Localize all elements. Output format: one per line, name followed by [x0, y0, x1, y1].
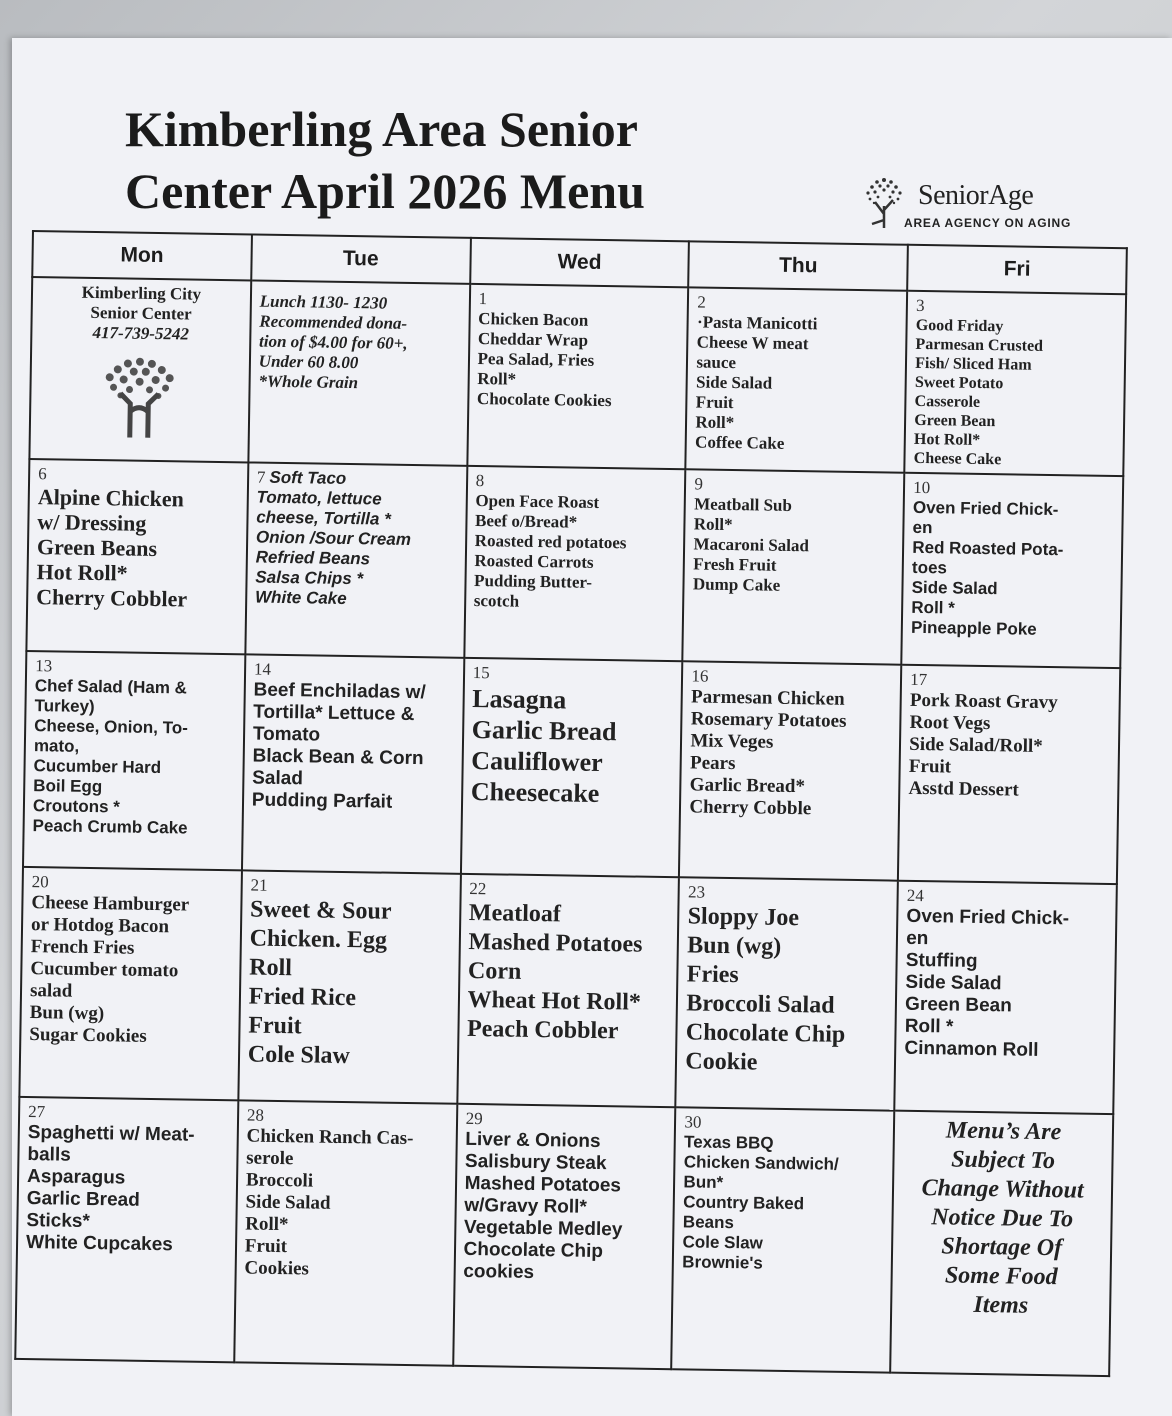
menu-item: Side Salad/Roll*: [909, 733, 1043, 757]
menu-item: Turkey): [34, 696, 95, 717]
day-number: 17: [910, 669, 928, 690]
menu-item: Fish/ Sliced Ham: [915, 354, 1032, 374]
menu-item: Open Face Roast: [475, 490, 600, 512]
menu-item: Tomato, lettuce: [256, 487, 382, 509]
notice-line: Shortage Of: [941, 1233, 1063, 1262]
menu-item: Wheat Hot Roll*: [467, 986, 642, 1016]
day-cell: [904, 291, 1126, 476]
day-cell: [683, 469, 905, 664]
menu-item: Side Salad: [911, 577, 998, 599]
menu-item: Roasted Carrots: [474, 550, 594, 572]
menu-item: Roll*: [693, 514, 733, 535]
tree-icon: [860, 170, 908, 230]
day-cell: [901, 473, 1123, 668]
center-info: [40, 282, 242, 345]
menu-items: [914, 316, 1117, 471]
menu-item: Refried Beans: [255, 547, 371, 569]
menu-item: Asstd Dessert: [908, 777, 1019, 801]
menu-item: Salisbury Steak: [464, 1150, 607, 1175]
menu-item: Texas BBQ: [683, 1132, 774, 1153]
day-cell: [461, 658, 683, 877]
menu-item: Sweet & Sour: [249, 896, 392, 925]
menu-item: Pears: [689, 752, 736, 775]
menu-item: Roll*: [695, 412, 735, 433]
menu-item: Side Salad: [245, 1191, 331, 1214]
menu-item: Chocolate Chip: [685, 1019, 846, 1048]
donation-line: Lunch 1130- 1230: [259, 291, 388, 313]
menu-item: Asparagus: [26, 1166, 126, 1189]
menu-item: Mashed Potatoes: [464, 1172, 622, 1197]
donation-line: Recommended dona-: [259, 311, 408, 333]
day-header: Wed: [470, 238, 689, 287]
menu-item: Roll *: [911, 597, 955, 618]
notice-line: Items: [973, 1291, 1029, 1319]
menu-item: Red Roasted Pota-: [912, 537, 1064, 560]
center-name-line: Kimberling City: [81, 282, 202, 304]
menu-item: Bun*: [683, 1172, 724, 1192]
week-row: [23, 651, 1120, 884]
menu-item: Cole Slaw: [247, 1041, 351, 1070]
menu-item: Soft Taco: [269, 467, 347, 488]
notice-line: Change Without: [921, 1175, 1084, 1204]
menu-item: Cinnamon Roll: [904, 1037, 1039, 1061]
menu-items: [908, 690, 1111, 803]
day-cell: [894, 881, 1116, 1114]
menu-item: Fries: [686, 961, 739, 989]
menu-item: Mashed Potatoes: [468, 928, 643, 958]
day-number: 28: [246, 1105, 265, 1125]
menu-item: serole: [246, 1147, 294, 1170]
day-header: Fri: [907, 245, 1127, 294]
day-header: Tue: [251, 234, 470, 283]
menu-items: [474, 491, 677, 614]
menu-item: en: [912, 517, 933, 538]
menu-items: [682, 1132, 885, 1275]
tree-icon: [94, 353, 185, 438]
notice-cell: [890, 1111, 1113, 1376]
menu-item: Green Bean: [904, 993, 1012, 1017]
day-cell: [457, 874, 679, 1107]
day-number: 10: [913, 477, 931, 498]
menu-item: Cucumber Hard: [33, 756, 162, 778]
menu-items: [693, 494, 895, 597]
day-number: 6: [38, 464, 47, 484]
day-cell: [242, 654, 464, 873]
menu-item: Cauliflower: [471, 745, 603, 778]
menu-item: Chocolate Chip: [463, 1238, 604, 1263]
menu-item: Pea Salad, Fries: [477, 349, 595, 370]
day-cell: [238, 870, 460, 1103]
menu-item: Cheese Hamburger: [31, 892, 190, 916]
center-phone: 417-739-5242: [92, 322, 190, 344]
day-number: 14: [253, 659, 272, 679]
day-cell: [676, 877, 898, 1110]
day-cell: [679, 661, 901, 880]
donation-info-cell: [248, 280, 470, 465]
menu-item: Cheddar Wrap: [477, 329, 589, 350]
day-cell: [672, 1107, 895, 1372]
menu-item: Broccoli: [245, 1169, 314, 1192]
menu-item: Pork Roast Gravy: [909, 689, 1058, 714]
menu-item: Macaroni Salad: [693, 534, 810, 556]
day-number: 2: [697, 292, 706, 312]
menu-item: Vegetable Medley: [463, 1216, 623, 1241]
menu-item: Salad: [252, 767, 304, 790]
menu-item: Cucumber tomato: [30, 958, 179, 982]
day-cell: [15, 1097, 238, 1362]
menu-item: Beef Enchiladas w/: [253, 679, 426, 704]
donation-line: Under 60 8.00: [258, 351, 359, 373]
day-header: Thu: [689, 241, 908, 290]
menu-item: Parmesan Crusted: [915, 335, 1044, 355]
menu-item: Pudding Butter-: [473, 570, 593, 592]
menu-item: Meatball Sub: [694, 494, 793, 515]
center-info-cell: [29, 277, 251, 462]
menu-items: [255, 488, 458, 611]
title-line-2: Center April 2026 Menu: [125, 163, 645, 219]
senior-age-logo: [860, 170, 1090, 240]
title-line-1: Kimberling Area Senior: [125, 101, 638, 157]
menu-item: Peach Crumb Cake: [32, 816, 188, 838]
menu-item: Chef Salad (Ham &: [34, 676, 188, 698]
menu-item: salad: [29, 980, 73, 1002]
menu-item: Oven Fried Chick-: [912, 497, 1059, 520]
menu-item: toes: [911, 557, 948, 578]
menu-item: Stuffing: [905, 949, 978, 972]
day-number: 13: [35, 656, 53, 676]
menu-item: Spaghetti w/ Meat-: [27, 1122, 195, 1146]
menu-item: mato,: [33, 736, 80, 756]
menu-item: Fried Rice: [248, 983, 357, 1012]
menu-items: [36, 484, 239, 612]
menu-item: balls: [27, 1144, 71, 1166]
menu-item: Country Baked: [683, 1192, 805, 1214]
week-row: [26, 459, 1123, 668]
menu-item: Sticks*: [26, 1210, 90, 1233]
menu-item: Beef o/Bread*: [474, 510, 578, 532]
menu-item: Chicken. Egg: [249, 925, 388, 954]
menu-item: Bun (wg): [687, 932, 782, 960]
menu-item: Green Beans: [36, 534, 158, 562]
notice-line: Some Food: [944, 1262, 1058, 1291]
menu-item: Black Bean & Corn: [252, 745, 424, 770]
menu-item: Fruit: [244, 1235, 288, 1258]
notice-line: Notice Due To: [931, 1204, 1074, 1233]
menu-item: w/ Dressing: [37, 509, 147, 536]
menu-items: [26, 1122, 229, 1257]
menu-item: Pudding Parfait: [251, 789, 393, 813]
logo-brand: SeniorAge: [918, 180, 1034, 211]
day-number: 20: [31, 872, 49, 892]
menu-items: [248, 896, 452, 1073]
menu-item: Beans: [682, 1212, 735, 1233]
day-number: 30: [684, 1112, 702, 1132]
donation-info: [258, 292, 460, 395]
menu-item: Lasagna: [472, 683, 567, 715]
day-number: 8: [475, 471, 485, 491]
donation-line: *Whole Grain: [258, 371, 359, 393]
menu-item: Green Bean: [914, 411, 996, 431]
menu-item: Sloppy Joe: [687, 903, 800, 932]
menu-item: Tortilla* Lettuce &: [253, 701, 415, 726]
day-cell: [686, 287, 908, 472]
menu-items: [685, 902, 889, 1079]
menu-item: Boil Egg: [33, 776, 103, 797]
menu-item: Croutons *: [32, 796, 120, 817]
week-row: [19, 867, 1116, 1114]
menu-item: Fruit: [695, 392, 734, 413]
day-header: Mon: [32, 231, 251, 280]
menu-items: [244, 1125, 447, 1282]
day-cell: [245, 462, 467, 657]
center-name-line: Senior Center: [90, 302, 192, 324]
menu-item: White Cake: [254, 587, 347, 608]
menu-item: Mix Veges: [690, 730, 774, 753]
day-cell: [19, 867, 241, 1100]
menu-item: Roll *: [904, 1015, 954, 1038]
menu-item: Cheese W meat: [696, 332, 809, 354]
day-number: 29: [465, 1108, 483, 1129]
menu-item: Casserole: [914, 392, 981, 411]
day-number: 9: [694, 474, 704, 494]
menu-item: sauce: [696, 352, 737, 373]
menu-items: [911, 498, 1114, 641]
menu-item: Fresh Fruit: [693, 554, 777, 575]
day-cell: [467, 284, 689, 469]
menu-item: Chicken Bacon: [478, 309, 589, 330]
notice-line: Menu’s Are: [945, 1117, 1062, 1146]
day-number: 3: [915, 295, 925, 316]
menu-item: Hot Roll*: [913, 430, 981, 449]
menu-item: Cheese Cake: [913, 449, 1002, 469]
day-cell: [898, 665, 1120, 884]
week-row: [15, 1097, 1113, 1376]
day-number: 7: [256, 467, 266, 487]
menu-item: scotch: [473, 590, 520, 611]
menu-item: or Hotdog Bacon: [30, 914, 170, 938]
menu-item: Peach Cobbler: [466, 1015, 619, 1045]
menu-item: Sugar Cookies: [29, 1024, 147, 1047]
menu-item: cookies: [463, 1260, 535, 1284]
menu-item: White Cupcakes: [25, 1232, 174, 1256]
menu-items: [477, 309, 679, 412]
day-number: 22: [469, 878, 487, 899]
menu-item: Chicken Ranch Cas-: [246, 1125, 414, 1150]
menu-item: Roll*: [477, 369, 517, 389]
menu-items: [29, 892, 232, 1049]
menu-items: [467, 899, 670, 1047]
menu-item: Cookie: [685, 1048, 758, 1076]
menu-item: Chicken Sandwich/: [683, 1152, 839, 1174]
menu-item: Cherry Cobbler: [36, 584, 188, 612]
menu-item: Garlic Bread: [26, 1188, 140, 1211]
menu-item: Oven Fried Chick-: [906, 905, 1070, 930]
menu-item: Salsa Chips *: [255, 567, 364, 589]
menu-item: cheese, Tortilla *: [256, 507, 391, 529]
menu-calendar: [14, 230, 1128, 1377]
menu-item: Parmesan Chicken: [690, 686, 845, 710]
menu-item: Dump Cake: [692, 574, 781, 595]
menu-item: Cookies: [244, 1257, 310, 1280]
menu-item: Liver & Onions: [465, 1128, 601, 1153]
donation-line: tion of $4.00 for 60+,: [258, 331, 408, 353]
menu-item: Sweet Potato: [914, 373, 1004, 393]
day-number: 27: [28, 1102, 46, 1122]
menu-item: en: [906, 927, 929, 950]
menu-item: Root Vegs: [909, 711, 991, 735]
notice-line: Subject To: [950, 1146, 1056, 1175]
day-cell: [23, 651, 245, 870]
menu-item: Side Salad: [695, 372, 773, 393]
day-number: 16: [691, 666, 709, 686]
menu-items: [900, 1116, 1104, 1322]
menu-item: Cheesecake: [470, 776, 600, 808]
menu-items: [463, 1129, 666, 1286]
menu-item: Roll: [249, 954, 293, 982]
menu-item: Cheese, Onion, To-: [34, 716, 188, 738]
menu-item: Garlic Bread*: [689, 774, 806, 798]
menu-item: w/Gravy Roll*: [464, 1194, 587, 1218]
day-cell: [26, 459, 248, 654]
day-number: 23: [687, 882, 706, 902]
day-number: 21: [250, 875, 268, 895]
menu-item: Fruit: [908, 755, 952, 778]
menu-item: Alpine Chicken: [37, 484, 185, 512]
menu-items: [904, 906, 1107, 1063]
menu-item: Chocolate Cookies: [476, 389, 612, 411]
menu-table: [14, 230, 1128, 1377]
menu-item: Brownie's: [682, 1252, 763, 1273]
day-cell: [453, 1104, 676, 1369]
menu-item: Meatloaf: [468, 899, 562, 928]
menu-items: [32, 676, 235, 839]
logo-tagline: AREA AGENCY ON AGING: [904, 216, 1072, 230]
week-row: [29, 277, 1126, 476]
page-title: [125, 98, 825, 222]
menu-item: Roasted red potatoes: [474, 530, 627, 553]
menu-item: Cherry Cobble: [689, 796, 812, 820]
menu-items: [689, 686, 892, 821]
menu-item: Fruit: [248, 1012, 302, 1040]
menu-item: Cole Slaw: [682, 1232, 764, 1253]
day-number: 1: [478, 289, 488, 309]
menu-item: Garlic Bread: [471, 714, 617, 747]
menu-item: Rosemary Potatoes: [690, 708, 847, 732]
menu-item: Pineapple Poke: [910, 617, 1037, 639]
menu-items: [695, 312, 898, 455]
day-number: 24: [906, 885, 924, 906]
menu-item: Good Friday: [915, 316, 1004, 336]
menu-item: Bun (wg): [29, 1002, 105, 1025]
menu-item: Tomato: [252, 723, 321, 746]
menu-item: Roll*: [245, 1213, 289, 1236]
menu-item: ·Pasta Manicotti: [696, 312, 818, 334]
day-number: 15: [472, 662, 490, 683]
day-cell: [464, 466, 686, 661]
menu-item: Side Salad: [905, 971, 1002, 995]
menu-items: [252, 680, 455, 815]
menu-item: Onion /Sour Cream: [255, 527, 412, 549]
menu-item: Coffee Cake: [694, 432, 785, 453]
menu-item: Broccoli Salad: [686, 990, 835, 1019]
menu-item: Hot Roll*: [36, 559, 128, 586]
menu-items: [471, 683, 674, 810]
menu-item: French Fries: [30, 936, 135, 959]
day-cell: [234, 1100, 457, 1365]
menu-item: Corn: [467, 957, 522, 985]
